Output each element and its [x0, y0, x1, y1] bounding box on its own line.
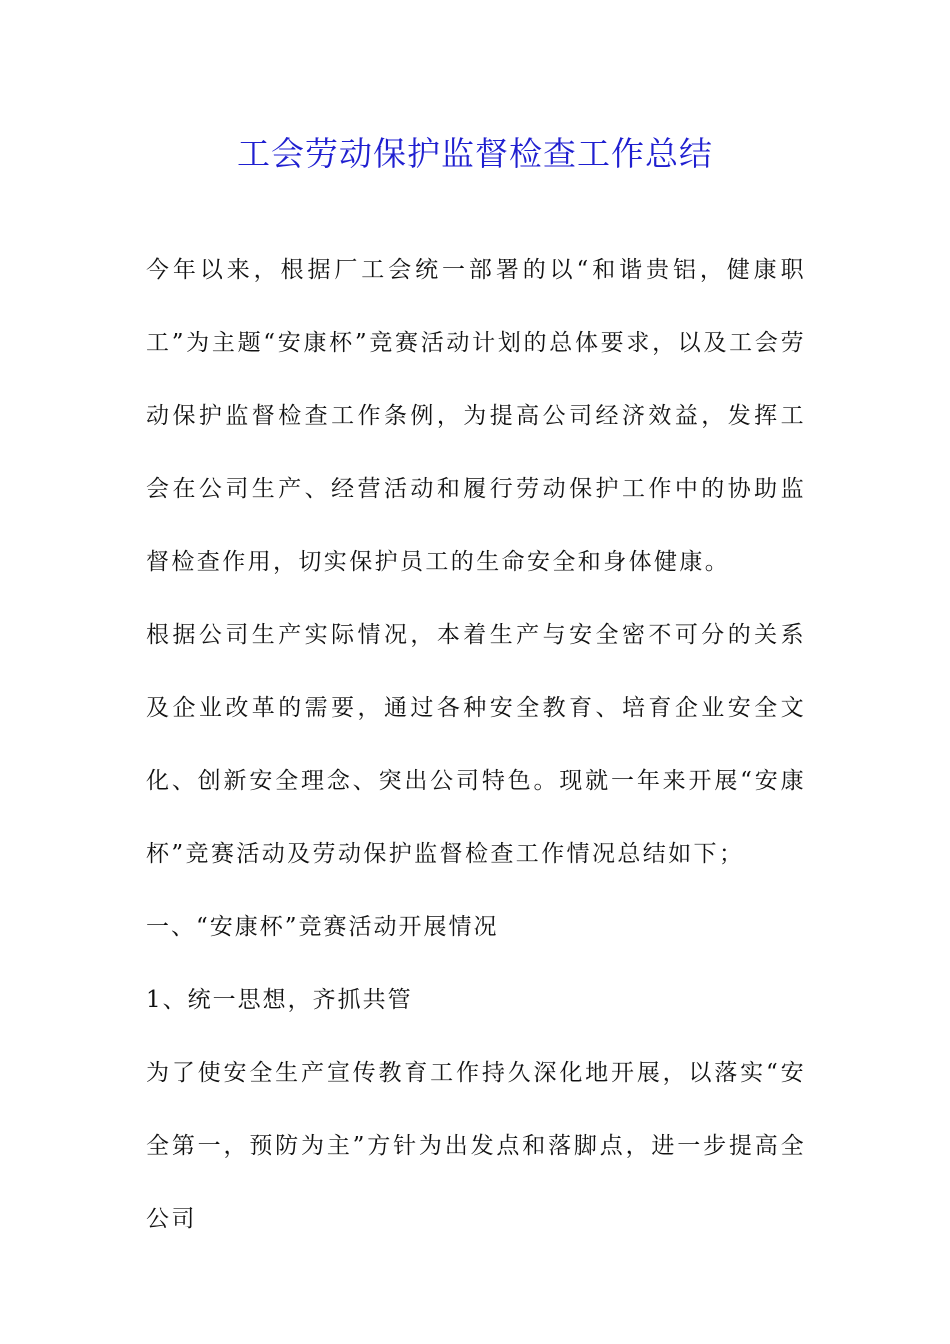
document-title: 工会劳动保护监督检查工作总结 — [237, 134, 713, 173]
paragraph-intro: 今年以来，根据厂工会统一部署的以“和谐贵铝，健康职工”为主题“安康杯”竞赛活动计划的总体要求，以及工会劳动保护监督检查工作条例，为提高公司经济效益，发挥工会在公司生产、经营活动和履行劳动保护工作中的协助监督检查作用，切实保护员工的生命安全和身体健康。 — [146, 257, 806, 575]
paragraph-summary: 根据公司生产实际情况，本着生产与安全密不可分的关系及企业改革的需要，通过各种安全教育、培育企业安全文化、创新安全理念、突出公司特色。现就一年来开展“安康杯”竞赛活动及劳动保护监督检查工作情况总结如下； — [146, 622, 806, 867]
section-heading: 一、“安康杯”竞赛活动开展情况 — [146, 914, 499, 940]
paragraph-safety-education: 为了使安全生产宣传教育工作持久深化地开展，以落实“安全第一，预防为主”方针为出发点和落脚点，进一步提高全公司 — [146, 1060, 806, 1232]
document-body — [146, 234, 806, 1256]
subsection-heading: 1、统一思想，齐抓共管 — [146, 987, 413, 1013]
